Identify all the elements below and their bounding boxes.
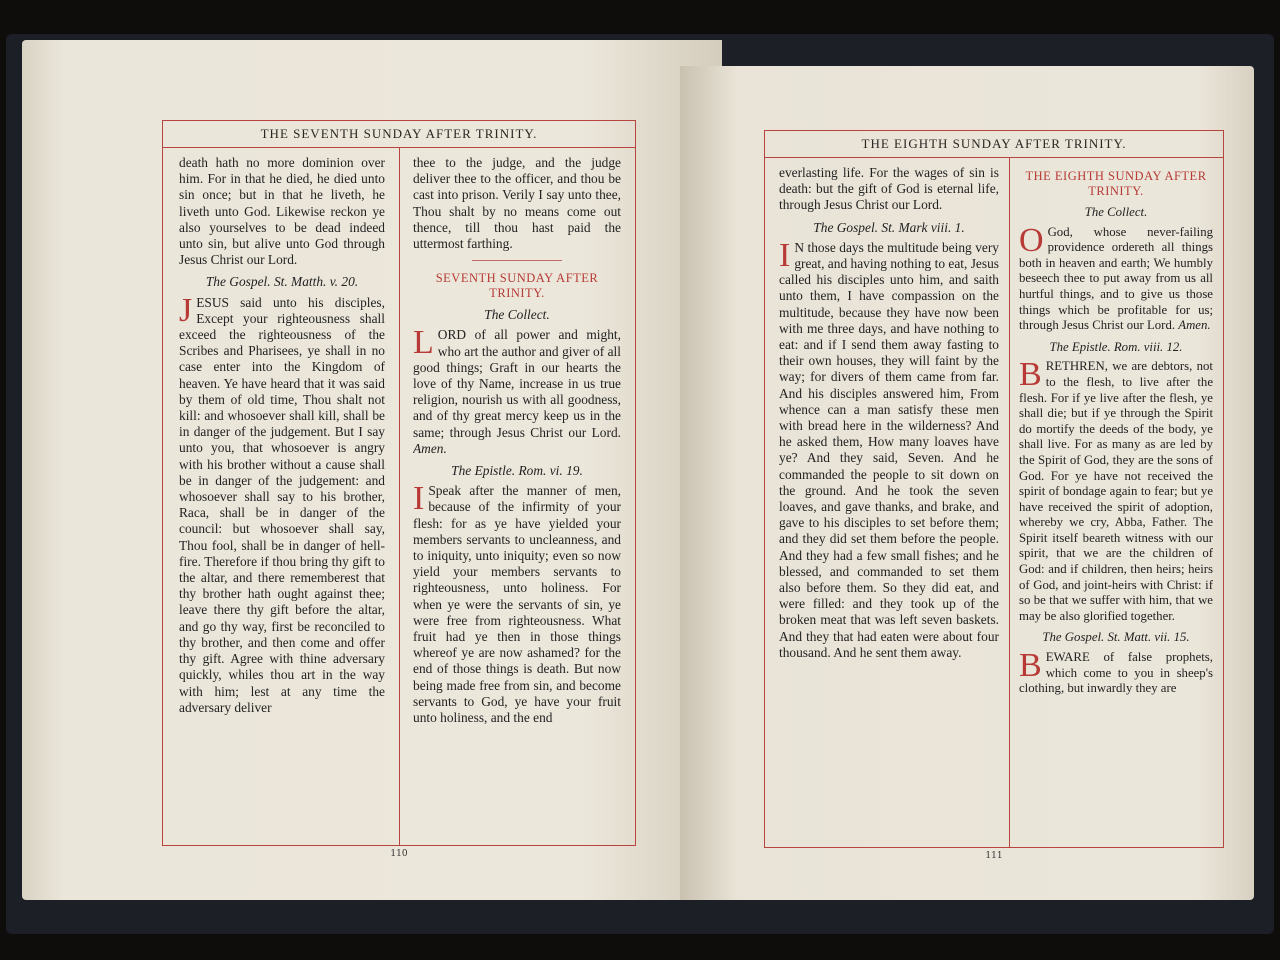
- right-gospel2-ref: St. Matt. vii. 15.: [1107, 630, 1190, 645]
- left-epistle-body: [413, 480, 621, 726]
- right-gospel-ref: St. Mark viii. 1.: [881, 219, 965, 235]
- left-collect-amen: Amen.: [413, 440, 447, 456]
- left-gospel-heading: [179, 274, 385, 290]
- right-collect-amen: Amen.: [1178, 318, 1211, 333]
- left-collect-body: [413, 324, 621, 457]
- right-gospel-label: The Gospel.: [813, 219, 879, 235]
- left-column-2: [413, 155, 621, 835]
- right-gospel-drop-cap: I: [779, 236, 791, 274]
- left-gospel-ref: St. Matth. v. 20.: [273, 274, 359, 290]
- left-column-divider: [399, 147, 400, 845]
- right-column-2: [1019, 165, 1213, 837]
- right-page-frame: [764, 130, 1224, 861]
- left-col2-opening: thee to the judge, and the judge deliver thee to the officer, and thou be cast into prison. Verily I say unto thee, Thou shalt by no means come out thence, till thou hast paid the uttermost farthing.: [413, 155, 621, 252]
- right-running-header: THE EIGHTH SUNDAY AFTER TRINITY.: [765, 131, 1223, 158]
- right-page: [680, 66, 1254, 900]
- left-epistle-heading: [413, 463, 621, 479]
- right-gospel-heading: [779, 220, 999, 236]
- right-gospel2-text: EWARE of false prophets, which come to you in sheep's clothing, but inwardly they are: [1019, 650, 1213, 696]
- right-collect-text: God, whose never-failing providence ordereth all things both in heaven and earth; We humbly beseech thee to put away from us all hurtful things, and to give us those things which be profitable for us; through Jesus Christ our Lord.: [1019, 224, 1213, 333]
- right-gospel2-body: [1019, 647, 1213, 697]
- left-epistle-text: Speak after the manner of men, because of the infirmity of your flesh: for as ye have yielded your members servants to uncleanness, and to iniquity, unto iniquity; even so now yield your members servants to righteousness, unto holiness. For when ye were the servants of sin, ye were free from righteousness. What fruit had ye then in those things whereof ye are now ashamed? for the end of those things is death. But now being made free from sin, and become servants to God, ye have your fruit unto holiness, and the end: [413, 483, 621, 726]
- left-collect-label: The Collect.: [484, 307, 550, 323]
- left-running-header: THE SEVENTH SUNDAY AFTER TRINITY.: [163, 121, 635, 148]
- right-epistle-text: RETHREN, we are debtors, not to the flesh, to live after the flesh. For if ye live after the flesh, ye shall die; but if ye through the Spirit do mortify the deeds of the body, ye shall live. For as many as are led by the Spirit of God, they are the sons of God. For ye have not received the spirit of bondage again to fear; but ye have received the spirit of adoption, whereby we cry, Abba, Father. The Spirit itself beareth witness with our spirit, that we are the children of God: and if children, then heirs; heirs of God, and joint-heirs with Christ: if so be that we suffer with him, that we may be also glorified together.: [1019, 359, 1213, 623]
- right-gospel-text: N those days the multitude being very great, and having nothing to eat, Jesus called his disciples unto him, and saith unto them, I have compassion on the multitude, because they have now been with me three days, and have nothing to eat: and if I send them away fasting to their own houses, they will faint by the way; for divers of them came from far. And his disciples answered him, From whence can a man satisfy these men with bread here in the wilderness? And he asked them, How many loaves have ye? And they said, Seven. And he commanded the people to sit down on the ground. And he took the seven loaves, and gave thanks, and brake, and gave to his disciples to set before them; and they did set them before the people. And they had a few small fishes; and he blessed, and commanded to set them also before them. So they did eat, and were filled: and they took up of the broken meat that was left seven baskets. And they that had eaten were about four thousand. And he sent them away.: [779, 239, 999, 660]
- left-epistle-drop-cap: I: [413, 480, 425, 518]
- right-collect-body: [1019, 221, 1213, 334]
- left-epistle-ref: Rom. vi. 19.: [518, 463, 583, 479]
- left-section-title: SEVENTH SUNDAY AFTER TRINITY.: [435, 271, 599, 301]
- right-epistle-drop-cap: B: [1019, 356, 1042, 394]
- left-page: [22, 40, 722, 900]
- left-collect-text: ORD of all power and might, who art the author and giver of all good things; Graft in our hearts the love of thy Name, increase in us true religion, nourish us with all goodness, and of thy great mercy keep us in the same; through Jesus Christ our Lord.: [413, 327, 621, 440]
- left-page-frame: [162, 120, 636, 859]
- left-gospel-body: [179, 291, 385, 716]
- left-gospel-drop-cap: J: [179, 291, 193, 329]
- right-column-1: [779, 165, 999, 837]
- right-epistle-label: The Epistle.: [1049, 339, 1111, 354]
- left-section-rule: [472, 260, 562, 261]
- left-epistle-label: The Epistle.: [451, 463, 516, 479]
- left-collect-drop-cap: L: [413, 324, 434, 362]
- right-epistle-heading: [1019, 340, 1213, 356]
- right-col1-opening: everlasting life. For the wages of sin is death: but the gift of God is eternal life, through Jesus Christ our Lord.: [779, 165, 999, 213]
- right-gospel-body: [779, 236, 999, 661]
- right-section-title: THE EIGHTH SUNDAY AFTER TRINITY.: [1025, 169, 1207, 198]
- left-col1-opening: death hath no more dominion over him. For in that he died, he died unto sin once; but in that he liveth, he liveth unto God. Likewise reckon ye also yourselves to be dead indeed unto sin, but alive unto God through Jesus Christ our Lord.: [179, 155, 385, 268]
- left-page-number: 110: [390, 849, 408, 859]
- right-epistle-ref: Rom. viii. 12.: [1113, 339, 1183, 354]
- left-gospel-text: ESUS said unto his disciples, Except your righteousness shall exceed the righteousness of the Scribes and Pharisees, ye shall in no case enter into the Kingdom of heaven. Ye have heard that it was said by them of old time, Thou shalt not kill: and whosoever shall kill, shall be in danger of the judgement. But I say unto you, that whosoever is angry with his brother without a cause shall be in danger of the judgement: and whosoever shall say to his brother, Raca, shall be in danger of the council: but whosoever shall say, Thou fool, shall be in danger of hell-fire. Therefore if thou bring thy gift to the altar, and there rememberest that thy brother hath ought against thee; leave there thy gift before the altar, and go thy way, first be reconciled to thy brother, and then come and offer thy gift. Agree with thine adversary quickly, whiles thou art in the way with him; lest at any time the adversary deliver: [179, 294, 385, 715]
- right-gospel2-drop-cap: B: [1019, 647, 1042, 685]
- right-gospel2-heading: [1019, 630, 1213, 646]
- right-page-number: 111: [985, 851, 1003, 861]
- right-collect-drop-cap: O: [1019, 221, 1044, 259]
- right-column-divider: [1009, 157, 1010, 847]
- right-gospel2-label: The Gospel.: [1042, 630, 1105, 645]
- left-gospel-label: The Gospel.: [205, 274, 271, 290]
- left-column-1: [179, 155, 385, 835]
- right-collect-label: The Collect.: [1084, 205, 1148, 219]
- right-epistle-body: [1019, 356, 1213, 624]
